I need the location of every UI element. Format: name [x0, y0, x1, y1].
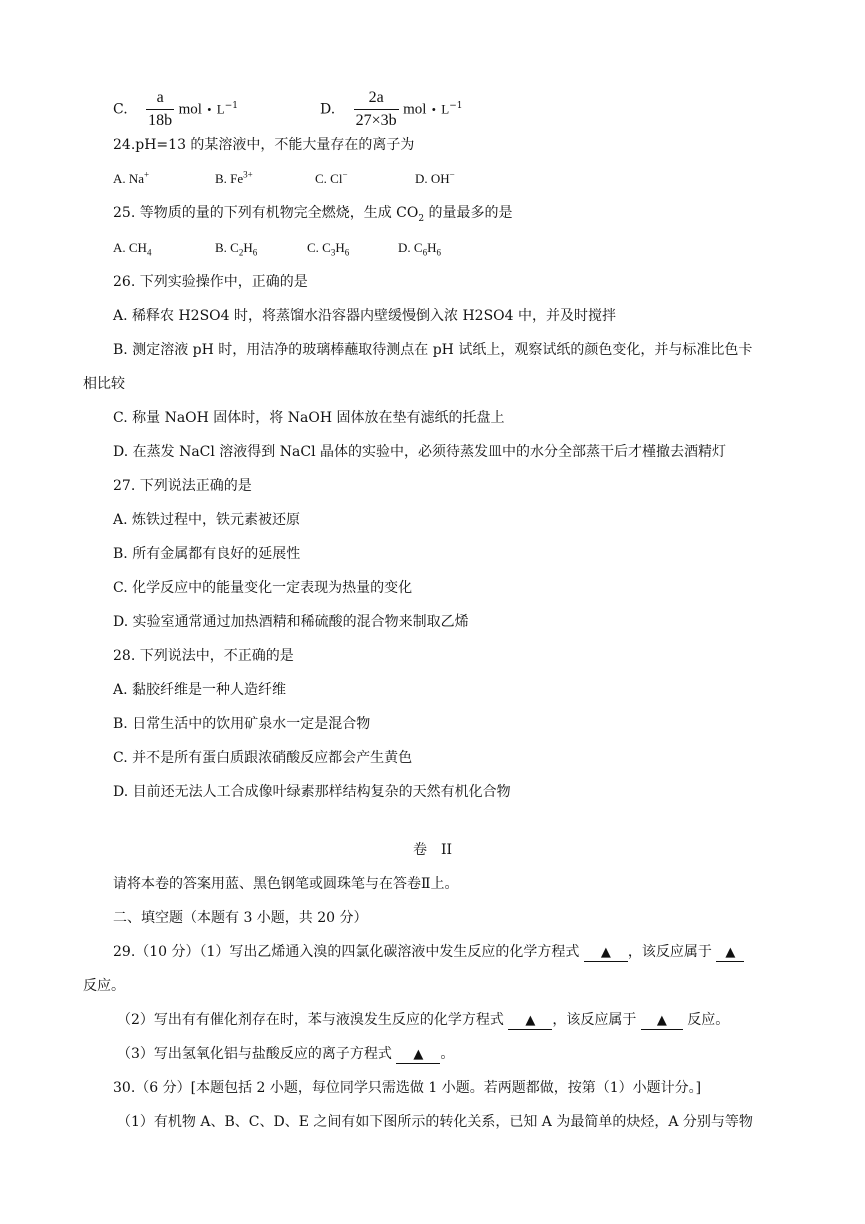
q27-option-c: C. 化学反应中的能量变化一定表现为热量的变化 — [113, 580, 413, 596]
stem-text: 的量最多的是 — [424, 205, 513, 221]
unit-l: L — [441, 101, 450, 117]
q27-option-d: D. 实验室通常通过加热酒精和稀硫酸的混合物来制取乙烯 — [113, 614, 469, 630]
fraction — [146, 88, 174, 131]
q26-option-a: A. 稀释农 H2SO4 时，将蒸馏水沿容器内壁缓慢倒入浓 H2SO4 中，并及时搅拌 — [113, 308, 616, 324]
unit: mol — [403, 101, 427, 118]
q24-option-b — [215, 169, 253, 189]
q23-option-d — [320, 88, 463, 131]
option-text: D. OH — [415, 171, 450, 186]
q30-stem: 30.（6 分）[本题包括 2 小题，每位同学只需选做 1 小题。若两题都做，按第（1）小题计分。] — [113, 1080, 702, 1096]
subscript: 3 — [330, 247, 336, 258]
option-text: A. Na — [113, 171, 145, 186]
question-text: 。 — [440, 1046, 455, 1062]
option-label: D. — [320, 101, 336, 118]
option-text: A. CH — [113, 240, 147, 255]
option-text: B. C — [215, 240, 239, 255]
q27-stem: 27. 下列说法正确的是 — [113, 478, 252, 494]
fraction-numerator: a — [146, 88, 174, 110]
option-text: C. Cl — [315, 171, 343, 186]
subscript: 6 — [252, 247, 258, 258]
option-text: C. C — [307, 240, 331, 255]
option-text: H — [427, 240, 437, 255]
q26-option-b-continued: 相比较 — [83, 376, 125, 392]
q27-option-b: B. 所有金属都有良好的延展性 — [113, 546, 301, 562]
stem-text: 25. 等物质的量的下列有机物完全燃烧，生成 CO — [113, 205, 419, 221]
q24-option-a — [113, 169, 149, 189]
subscript: 2 — [238, 247, 244, 258]
exponent: −1 — [224, 100, 238, 111]
q24-stem: 24.pH=13 的某溶液中，不能大量存在的离子为 — [113, 137, 415, 153]
q24-option-d — [415, 169, 455, 189]
subscript: 6 — [436, 247, 441, 258]
fraction-denominator: 18b — [148, 112, 173, 129]
q25-option-c — [307, 238, 349, 258]
q25-option-d — [398, 238, 441, 258]
question-text: ，该反应属于 — [552, 1012, 637, 1028]
q28-option-c: C. 并不是所有蛋白质跟浓硝酸反应都会产生黄色 — [113, 750, 413, 766]
q23-option-c — [113, 88, 238, 131]
option-text: D. C — [398, 240, 423, 255]
subscript: 6 — [344, 247, 350, 258]
q28-stem: 28. 下列说法中，不正确的是 — [113, 648, 294, 664]
subscript: 2 — [418, 213, 425, 224]
subscript: 4 — [146, 247, 152, 258]
fraction-numerator: 2a — [354, 88, 399, 110]
question-text: （3）写出氢氧化铝与盐酸反应的离子方程式 — [117, 1046, 392, 1062]
section-title: 卷 II — [412, 842, 453, 858]
fraction-denominator: 27×3b — [355, 112, 397, 129]
q29-part1 — [113, 942, 744, 962]
q26-stem: 26. 下列实验操作中，正确的是 — [113, 274, 308, 290]
superscript: − — [342, 169, 348, 180]
q29-part3 — [117, 1044, 454, 1064]
q28-option-a: A. 黏胶纤维是一种人造纤维 — [113, 682, 287, 698]
q29-part1-continued: 反应。 — [83, 978, 125, 994]
superscript: + — [144, 169, 150, 180]
answer-blank: ▲ — [716, 945, 744, 962]
option-label: C. — [113, 101, 128, 118]
superscript: − — [449, 169, 455, 180]
section-instruction: 请将本卷的答案用蓝、黑色钢笔或圆珠笔与在答卷Ⅱ上。 — [113, 876, 459, 892]
dot: • — [206, 105, 213, 117]
q26-option-b: B. 测定溶液 pH 时，用洁净的玻璃棒蘸取待测点在 pH 试纸上，观察试纸的颜色变化，并与标准比色卡 — [113, 342, 753, 358]
question-text: （2）写出有有催化剂存在时，苯与液溴发生反应的化学方程式 — [117, 1012, 504, 1028]
question-text: 反应。 — [687, 1012, 730, 1028]
q30-part1: （1）有机物 A、B、C、D、E 之间有如下图所示的转化关系，已知 A 为最简单的炔烃，A 分别与等物 — [117, 1114, 753, 1130]
q28-option-d: D. 目前还无法人工合成像叶绿素那样结构复杂的天然有机化合物 — [113, 784, 511, 800]
unit-l: L — [216, 101, 225, 117]
option-text: H — [335, 240, 345, 255]
q26-option-c: C. 称量 NaOH 固体时，将 NaOH 固体放在垫有滤纸的托盘上 — [113, 410, 505, 426]
subscript: 6 — [422, 247, 428, 258]
answer-blank: ▲ — [641, 1013, 683, 1030]
q25-option-a — [113, 238, 151, 258]
q25-option-b — [215, 238, 257, 258]
question-text: ，该反应属于 — [627, 944, 712, 960]
question-text: 29.（10 分）（1）写出乙烯通入溴的四氯化碳溶液中发生反应的化学方程式 — [113, 944, 580, 960]
q25-stem — [113, 203, 513, 223]
answer-blank: ▲ — [396, 1047, 440, 1064]
superscript: 3+ — [243, 169, 253, 180]
q29-part2 — [117, 1010, 729, 1030]
q28-option-b: B. 日常生活中的饮用矿泉水一定是混合物 — [113, 716, 371, 732]
fraction — [354, 88, 399, 131]
option-text: H — [243, 240, 253, 255]
unit: mol — [178, 101, 202, 118]
section-heading: 二、填空题（本题有 3 小题，共 20 分） — [113, 910, 368, 926]
q24-option-c — [315, 169, 348, 189]
answer-blank: ▲ — [508, 1013, 552, 1030]
q26-option-d: D. 在蒸发 NaCl 溶液得到 NaCl 晶体的实验中，必须待蒸发皿中的水分全部蒸干后才槿撤去酒精灯 — [113, 444, 726, 460]
exponent: −1 — [449, 100, 463, 111]
q27-option-a: A. 炼铁过程中，铁元素被还原 — [113, 512, 301, 528]
dot: • — [430, 105, 437, 117]
answer-blank: ▲ — [584, 945, 628, 962]
option-text: B. Fe — [215, 171, 244, 186]
